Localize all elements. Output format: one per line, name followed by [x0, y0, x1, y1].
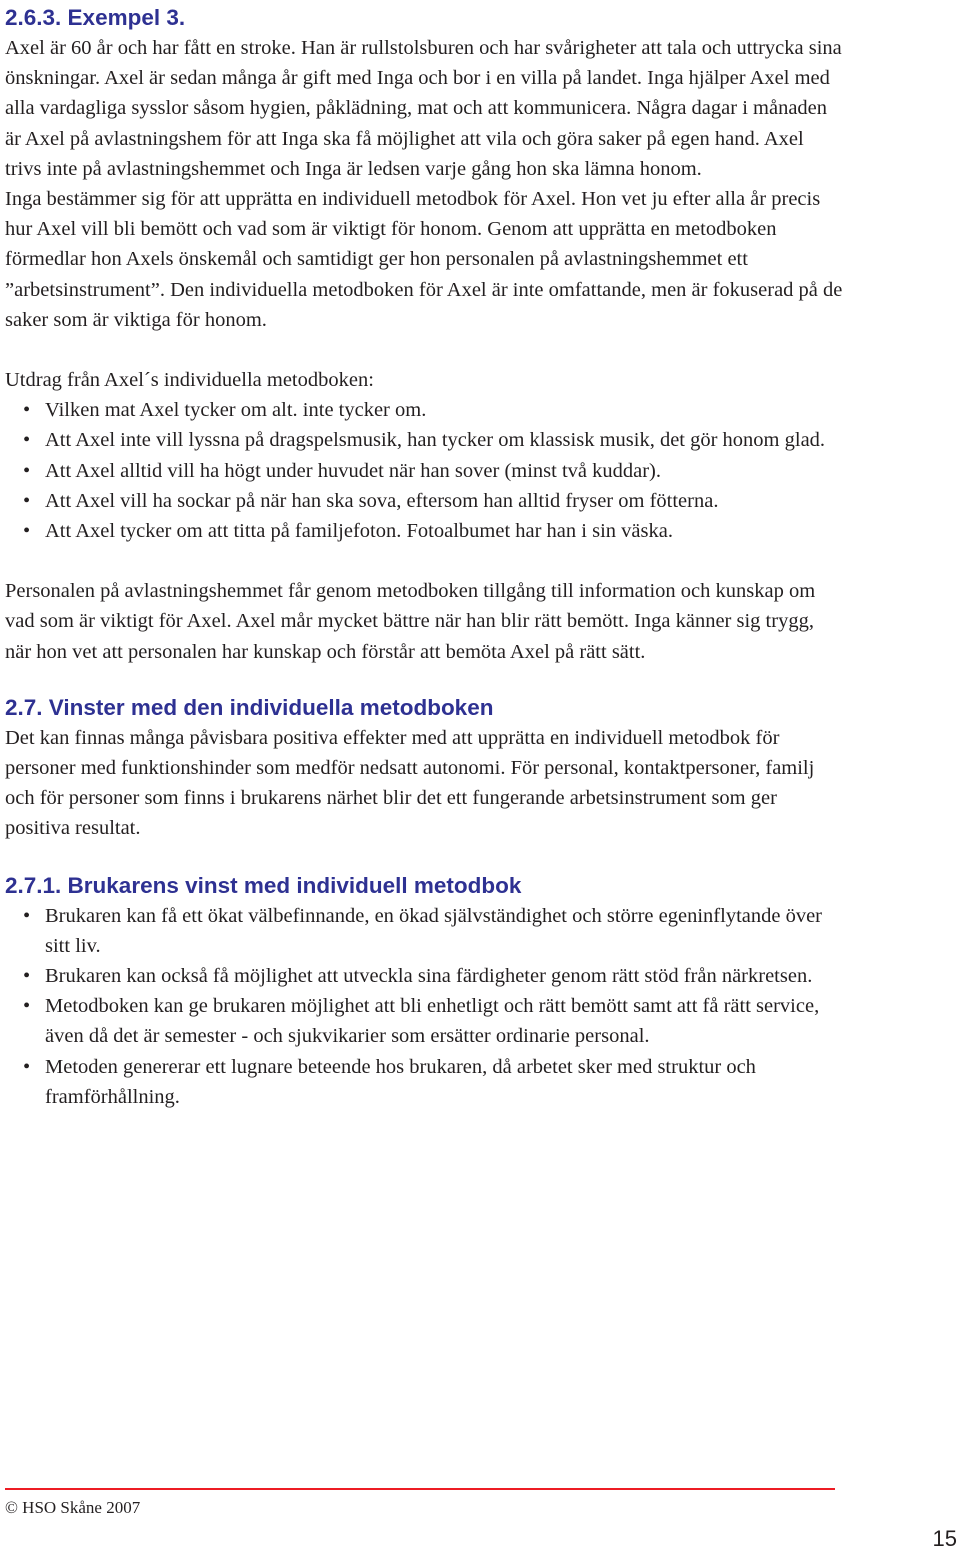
bullet-icon: • [23, 429, 31, 452]
bullet-icon: • [23, 904, 31, 927]
list-item: • Metoden genererar ett lugnare beteende hos brukaren, då arbetet sker med struktur och framförhållning. [5, 1052, 845, 1112]
bullet-icon: • [23, 489, 31, 512]
list-item: • Att Axel alltid vill ha högt under huvudet när han sover (minst två kuddar). [5, 456, 845, 486]
heading-brukarens-vinst: 2.7.1. Brukarens vinst med individuell metodbok [5, 872, 522, 898]
list-item: • Att Axel tycker om att titta på familjefoton. Fotoalbumet har han i sin väska. [5, 516, 845, 546]
brukarens-vinst-list [5, 901, 845, 1112]
page-number: 15 [932, 1526, 957, 1551]
list-item: • Vilken mat Axel tycker om alt. inte tycker om. [5, 395, 845, 425]
excerpt-label: Utdrag från Axel´s individuella metodboken: [5, 369, 374, 392]
paragraph-vinster: Det kan finnas många påvisbara positiva effekter med att upprätta en individuell metodbok för personer med funktionshinder som medför nedsatt autonomi. För personal, kontaktpersoner, familj och för personer som finns i brukarens närhet blir det ett fungerande arbetsinstrument som ger positiva resultat. [5, 726, 815, 840]
list-item: • Att Axel vill ha sockar på när han ska sova, eftersom han alltid fryser om fötterna. [5, 486, 845, 516]
footer-copyright: © HSO Skåne 2007 [5, 1498, 141, 1517]
paragraph-metodbok-axel: Inga bestämmer sig för att upprätta en individuell metodbok för Axel. Hon vet ju efter alla år precis hur Axel vill bli bemött och vad som är viktigt för honom. Genom att upprätta en metodboken förmedlar hon Axels önskemål och samtidigt ger hon personalen på avlastningshemmet ett ”arbetsinstrument”. Den individuella metodboken för Axel är inte omfattande, men är fokuserad på de saker som är viktiga för honom. [5, 188, 843, 331]
paragraph-personalen: Personalen på avlastningshemmet får genom metodboken tillgång till information och kunskap om vad som är viktigt för Axel. Axel mår mycket bättre när han blir rätt bemött. Inga känner sig trygg, när hon vet att personalen har kunskap och förstår att bemöta Axel på rätt sätt. [5, 580, 816, 663]
list-item: • Metodboken kan ge brukaren möjlighet att bli enhetligt och rätt bemött samt att få rätt service, även då det är semester - och sjukvikarier som ersätter ordinarie personal. [5, 991, 845, 1051]
list-item: • Brukaren kan få ett ökat välbefinnande, en ökad självständighet och större egeninflytande över sitt liv. [5, 901, 845, 961]
bullet-icon: • [23, 459, 31, 482]
bullet-icon: • [23, 399, 31, 422]
footer-divider [5, 1488, 835, 1490]
list-item: • Att Axel inte vill lyssna på dragspelsmusik, han tycker om klassisk musik, det gör honom glad. [5, 425, 845, 455]
heading-exempel-3: 2.6.3. Exempel 3. [5, 5, 186, 30]
list-item: • Brukaren kan också få möjlighet att utveckla sina färdigheter genom rätt stöd från närkretsen. [5, 961, 845, 991]
axel-metodbok-list [5, 395, 845, 546]
heading-vinster: 2.7. Vinster med den individuella metodboken [5, 694, 494, 720]
bullet-icon: • [23, 520, 31, 543]
bullet-icon: • [23, 1055, 31, 1078]
document-page [5, 0, 845, 1112]
bullet-icon: • [23, 965, 31, 988]
paragraph-exempel-intro: Axel är 60 år och har fått en stroke. Han är rullstolsburen och har svårigheter att tala och uttrycka sina önskningar. Axel är sedan många år gift med Inga och bor i en villa på landet. Inga hjälper Axel med alla vardagliga sysslor såsom hygien, påklädning, mat och att kommunicera. Några dagar i månaden är Axel på avlastningshem för att Inga ska få möjlighet att vila och göra saker på egen hand. Axel trivs inte på avlastningshemmet och Inga är ledsen varje gång hon ska lämna honom. [5, 37, 842, 180]
bullet-icon: • [23, 995, 31, 1018]
